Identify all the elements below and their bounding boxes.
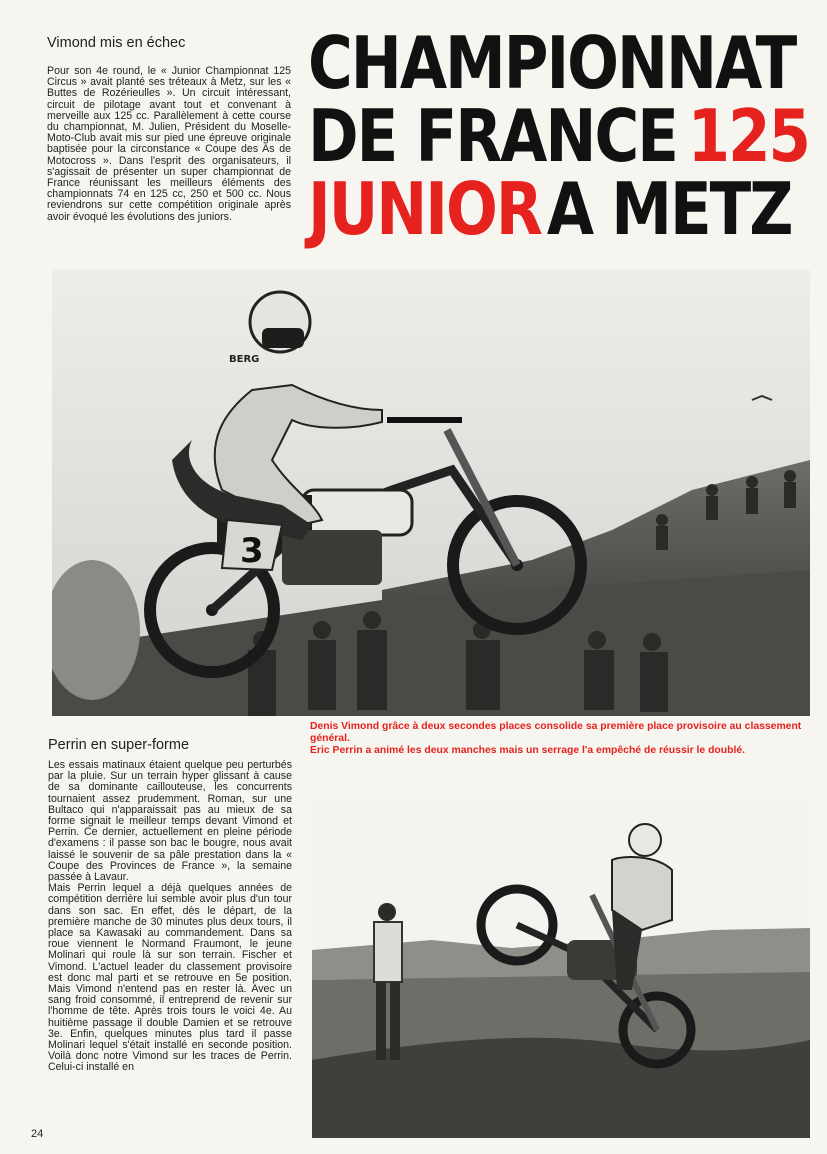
headline-line-2 bbox=[308, 95, 813, 179]
headline-line-3 bbox=[308, 168, 792, 252]
page-number: 24 bbox=[31, 1128, 44, 1140]
caption-perrin: Eric Perrin a animé les deux manches mais un serrage l'a empêché de réussir le doublé. bbox=[310, 745, 746, 756]
jersey-text: BERG bbox=[229, 354, 260, 365]
headline-125: 125 bbox=[687, 95, 809, 179]
headline-line-1: CHAMPIONNAT bbox=[308, 22, 796, 106]
section-title-vimond: Vimond mis en échec bbox=[47, 35, 186, 51]
photo-caption bbox=[310, 721, 810, 757]
main-article-column bbox=[48, 760, 292, 1074]
photo-illustration bbox=[52, 270, 810, 716]
headline-a-metz: A METZ bbox=[546, 168, 792, 252]
intro-paragraph bbox=[47, 66, 291, 223]
article-paragraph-1: Les essais matinaux étaient quelque peu perturbés par la pluie. Sur un terrain hyper glissant à cause de sa dominante caillouteuse, les concurrents tournaient assez prudemment. Roman, sur une Bultaco qui n'apparaissait pas au mieux de sa forme signait le meilleur temps devant Vimond et Perrin. Ce dernier, actuellement en pleine période d'examens : il passe son bac le bougre, nous avait laissé le souvenir de sa pâle prestation dans la « Coupe des Provinces de France », la semaine passée à Lavaur. bbox=[48, 759, 292, 884]
headline-junior: JUNIOR bbox=[308, 168, 541, 252]
section-title-perrin: Perrin en super-forme bbox=[48, 737, 190, 753]
article-paragraph-2: Mais Perrin lequel a déjà quelques années de compétition derrière lui semble avoir plus d'un tour dans son sac. En effet, dès le départ, de la première manche de 30 minutes plus deux tours, il place sa Kawasaki au commandement. Dans sa roue viennent le Normand Fraumont, le jeune Molinari qui roule là sur son terrain. Fischer et Vimond. L'actuel leader du classement provisoire est donc mal parti et se retrouve en 5e position. Mais Vimond n'entend pas en rester là. Avec un sang froid consommé, il entreprend de revenir sur l'homme de tête. Après trois tours le voici 4e. Au huitième passage il double Damien et se retrouve 3e. Enfin, quelques minutes plus tard il passe Molinari lequel s'était installé en seconde position. Voilà donc notre Vimond sur les traces de Perrin. Celui-ci installé en bbox=[48, 882, 292, 1074]
headline bbox=[308, 22, 813, 258]
photo-motocross-perrin bbox=[312, 800, 810, 1138]
bike-number: 3 bbox=[240, 531, 264, 571]
headline-de-france: DE FRANCE bbox=[308, 95, 677, 179]
photo-illustration-2 bbox=[312, 800, 810, 1138]
caption-vimond: Denis Vimond grâce à deux secondes places consolide sa première place provisoire au classement général. bbox=[310, 721, 802, 744]
intro-text: Pour son 4e round, le « Junior Championnat 125 Circus » avait planté ses tréteaux à Metz, sur les « Buttes de Rozérieulles ». Un circuit intéressant, circuit de pilotage avant tout et convenant à merveille aux 125 cc. Parallèlement à cette course du championnat, M. Julien, Président du Moselle-Moto-Club avait mis sur pied une épreuve originale baptisée pour la circonstance « Coupe des As de Motocross ». Dans l'esprit des organisateurs, il s'agissait de présenter un super championnat de France réunissant les meilleurs éléments des championnats 74 en 125 cc, 250 et 500 cc. Nous reviendrons sur cette compétition originale après avoir évoqué les évolutions des juniors. bbox=[47, 65, 291, 223]
photo-motocross-vimond bbox=[52, 270, 810, 716]
